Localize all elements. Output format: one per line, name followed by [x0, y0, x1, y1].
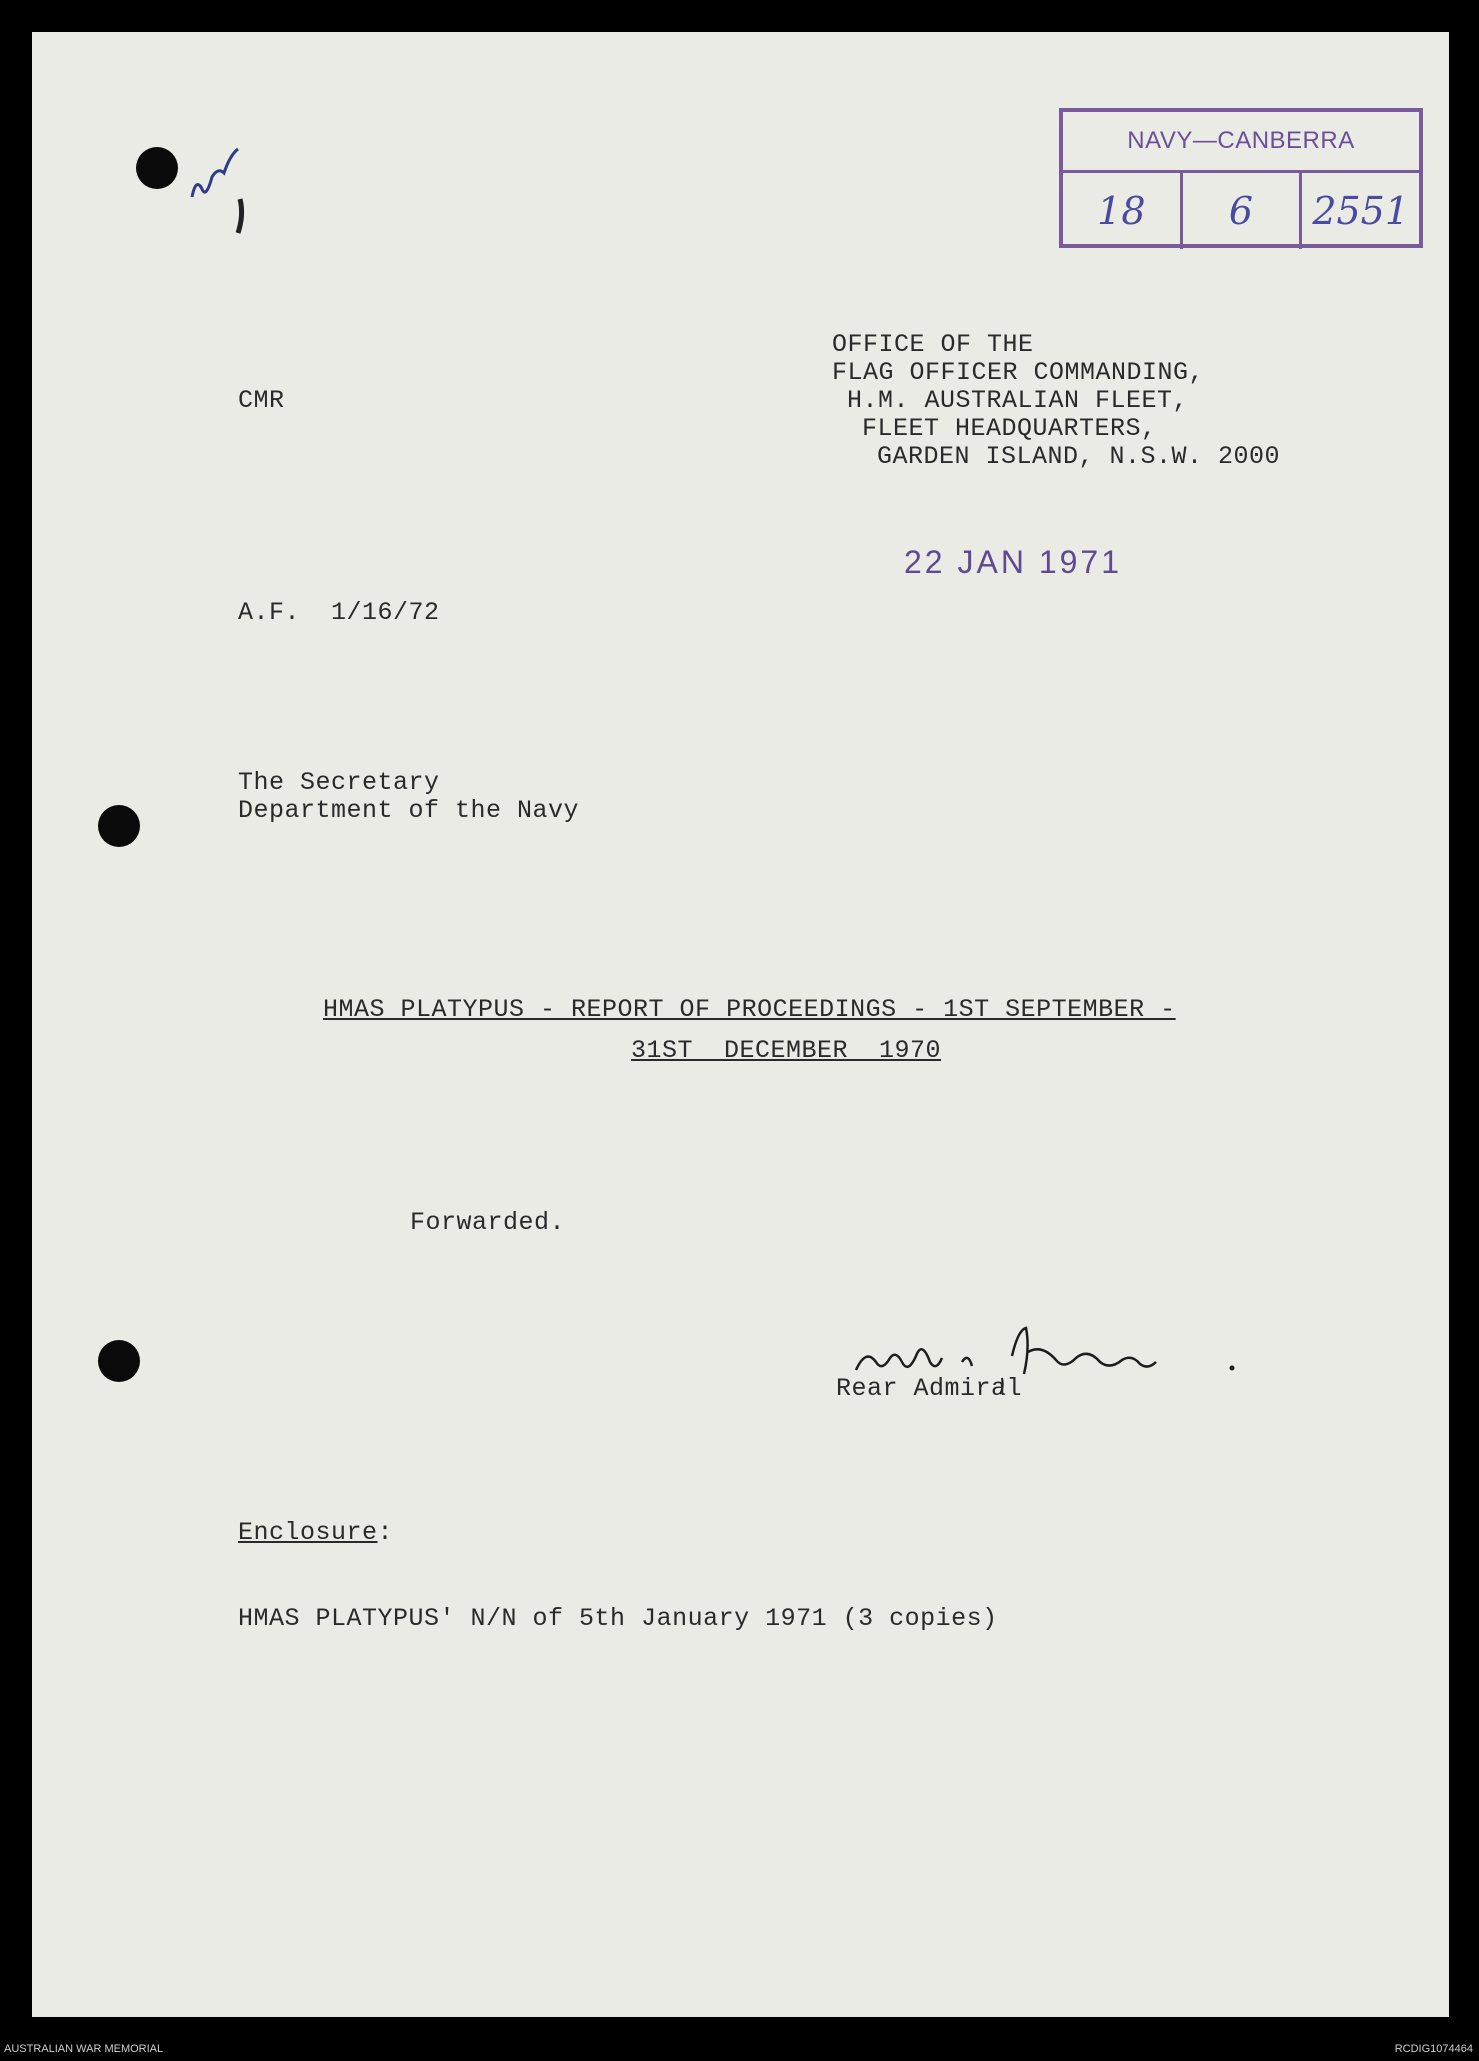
- file-reference: A.F. 1/16/72: [238, 598, 440, 627]
- enclosure-label: Enclosure: [238, 1518, 378, 1547]
- subject-line: 31ST DECEMBER 1970: [631, 1036, 942, 1065]
- footer-left: AUSTRALIAN WAR MEMORIAL: [4, 2043, 164, 2055]
- punch-hole: [136, 147, 178, 189]
- punch-hole: [98, 805, 140, 847]
- receipt-stamp: [1059, 108, 1423, 248]
- date-stamp: 22 JAN 1971: [904, 544, 1123, 580]
- body-text: Forwarded.: [410, 1208, 566, 1237]
- stamp-cell: 2551: [1299, 173, 1419, 249]
- office-line: H.M. AUSTRALIAN FLEET,: [847, 386, 1189, 415]
- reference-code: CMR: [238, 386, 285, 415]
- footer-right: RCDIG1074464: [1394, 2043, 1473, 2055]
- recipient-line: Department of the Navy: [238, 796, 580, 825]
- stamp-cell: 6: [1180, 173, 1300, 249]
- punch-hole: [98, 1340, 140, 1382]
- document-page: [32, 32, 1449, 2017]
- office-line: OFFICE OF THE: [832, 330, 1034, 359]
- handwritten-initials: [182, 137, 262, 237]
- enclosure-heading: Enclosure:: [238, 1518, 394, 1547]
- office-line: FLEET HEADQUARTERS,: [862, 414, 1157, 443]
- enclosure-text: HMAS PLATYPUS' N/N of 5th January 1971 (3 copies): [238, 1604, 998, 1633]
- office-line: GARDEN ISLAND, N.S.W. 2000: [877, 442, 1281, 471]
- subject-line: HMAS PLATYPUS - REPORT OF PROCEEDINGS - 1ST SEPTEMBER -: [323, 995, 1176, 1024]
- office-line: FLAG OFFICER COMMANDING,: [832, 358, 1205, 387]
- signature-title: Rear Admiral: [836, 1374, 1023, 1403]
- stamp-cell: 18: [1097, 189, 1146, 233]
- recipient-line: The Secretary: [238, 768, 440, 797]
- stamp-title: NAVY—CANBERRA: [1063, 112, 1419, 173]
